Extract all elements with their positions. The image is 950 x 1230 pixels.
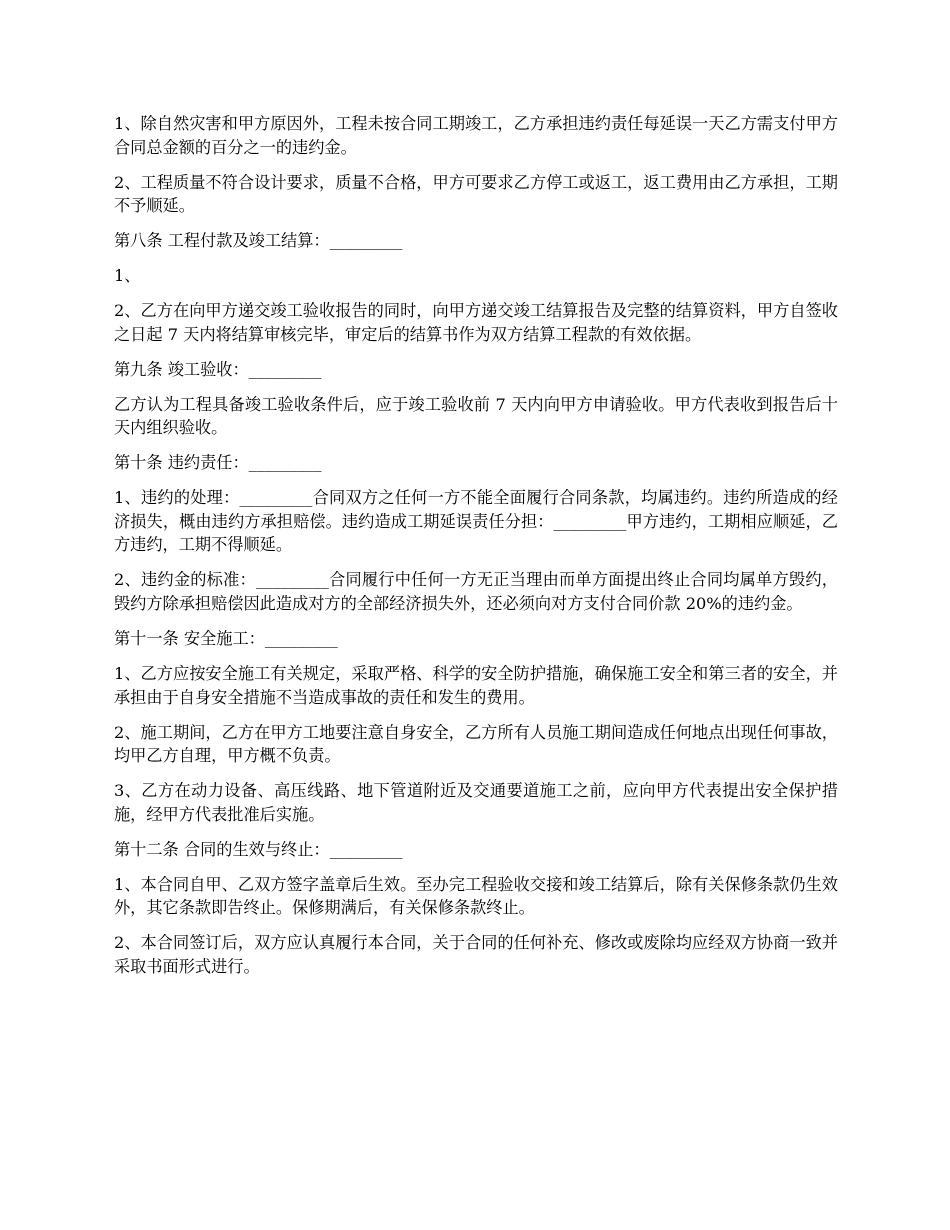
- article-11-item-1: 1、乙方应按安全施工有关规定，采取严格、科学的安全防护措施，确保施工安全和第三者的安全，并承担由于自身安全措施不当造成事故的责任和发生的费用。: [114, 663, 838, 707]
- article-8-item-1: 1、: [114, 266, 141, 286]
- clause-quality-rework: 2、工程质量不符合设计要求，质量不合格，甲方可要求乙方停工或返工，返工费用由乙方承担，工期不予顺延。: [114, 172, 838, 216]
- article-9-body: 乙方认为工程具备竣工验收条件后，应于竣工验收前 7 天内向甲方申请验收。甲方代表收到报告后十天内组织验收。: [114, 394, 838, 438]
- article-11-item-2: 2、施工期间，乙方在甲方工地要注意自身安全，乙方所有人员施工期间造成任何地点出现任何事故，均甲乙方自理，甲方概不负责。: [114, 722, 838, 766]
- article-10-item-2: 2、违约金的标准：_________合同履行中任何一方无正当理由而单方面提出终止合同均属单方毁约，毁约方除承担赔偿因此造成对方的全部经济损失外，还必须向对方支付合同价款 20%的违约金。: [114, 570, 838, 614]
- article-8-item-2: 2、乙方在向甲方递交竣工验收报告的同时，向甲方递交竣工结算报告及完整的结算资料，甲方自签收之日起 7 天内将结算审核完毕，审定后的结算书作为双方结算工程款的有效依据。: [114, 301, 838, 344]
- article-10-heading: 第十条 违约责任：_________: [114, 453, 322, 473]
- article-11-heading: 第十一条 安全施工：_________: [114, 629, 338, 648]
- article-12-item-1: 1、本合同自甲、乙双方签字盖章后生效。至办完工程验收交接和竣工结算后，除有关保修条款仍生效外，其它条款即告终止。保修期满后，有关保修条款终止。: [114, 874, 838, 918]
- article-12-item-2: 2、本合同签订后，双方应认真履行本合同，关于合同的任何补充、修改或废除均应经双方协商一致并采取书面形式进行。: [114, 933, 838, 976]
- document-page: [114, 112, 838, 990]
- article-8-heading: 第八条 工程付款及竣工结算：_________: [114, 231, 403, 251]
- article-10-item-1: 1、违约的处理：_________合同双方之任何一方不能全面履行合同条款，均属违约。违约所造成的经济损失，概由违约方承担赔偿。违约造成工期延误责任分担：_________甲方违约，工期相应顺延，乙方违约，工期不得顺延。: [114, 488, 838, 555]
- article-9-heading: 第九条 竣工验收：_________: [114, 359, 322, 379]
- clause-penalty-delay: 1、除自然灾害和甲方原因外，工程未按合同工期竣工，乙方承担违约责任每延误一天乙方需支付甲方合同总金额的百分之一的违约金。: [114, 114, 838, 157]
- article-12-heading: 第十二条 合同的生效与终止：_________: [114, 839, 403, 859]
- article-11-item-3: 3、乙方在动力设备、高压线路、地下管道附近及交通要道施工之前，应向甲方代表提出安全保护措施，经甲方代表批准后实施。: [114, 781, 838, 824]
